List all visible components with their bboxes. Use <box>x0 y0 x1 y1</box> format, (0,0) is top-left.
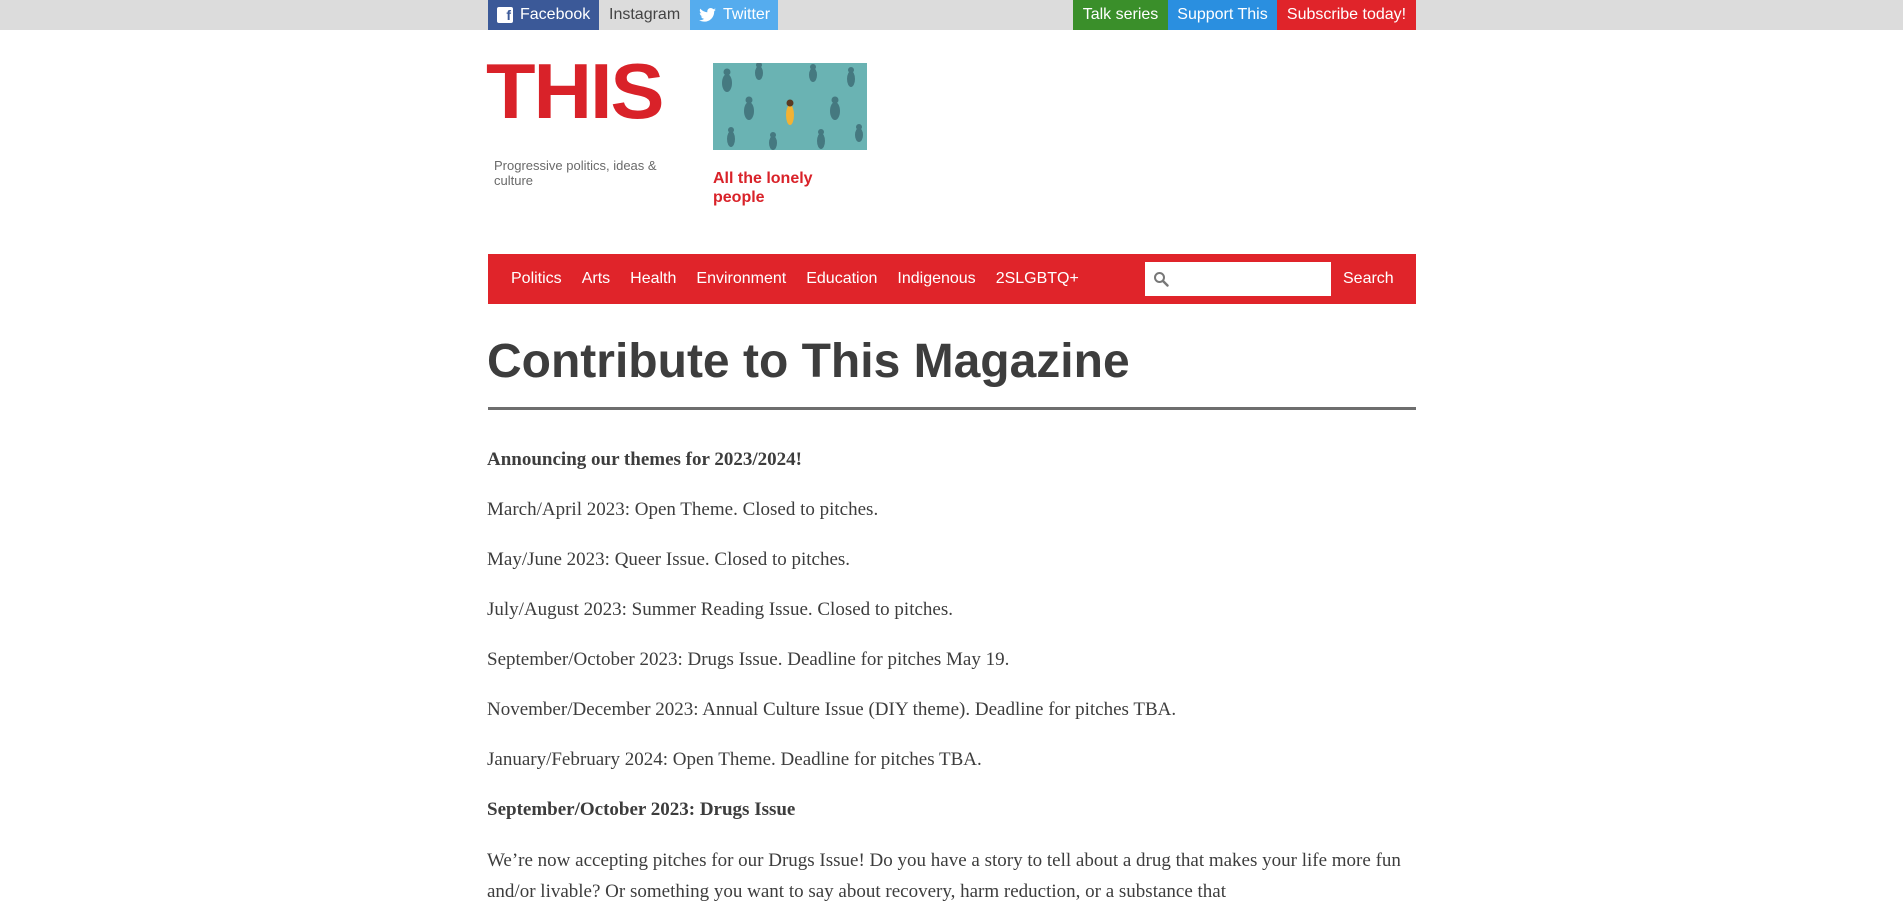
search-input[interactable] <box>1173 262 1329 296</box>
paragraph: March/April 2023: Open Theme. Closed to pitches. <box>487 499 879 520</box>
twitter-link[interactable] <box>690 0 778 30</box>
nav-item-education[interactable]: Education <box>806 270 878 287</box>
section-heading: September/October 2023: Drugs Issue <box>487 799 796 820</box>
social-links <box>488 0 778 30</box>
nav-item-indigenous[interactable]: Indigenous <box>897 270 976 287</box>
title-divider <box>488 407 1416 410</box>
nav-item-health[interactable]: Health <box>630 270 677 287</box>
search-box <box>1145 262 1331 296</box>
site-tagline: Progressive politics, ideas & culture <box>494 158 657 188</box>
site-logo[interactable]: THIS <box>486 47 663 135</box>
paragraph: November/December 2023: Annual Culture Issue (DIY theme). Deadline for pitches TBA. <box>487 699 1177 720</box>
twitter-label: Twitter <box>723 6 771 23</box>
nav-item-environment[interactable]: Environment <box>696 270 787 287</box>
nav-item-2slgbtq[interactable]: 2SLGBTQ+ <box>995 270 1079 287</box>
article-body <box>487 445 1417 904</box>
support-this-button[interactable]: Support This <box>1168 0 1277 30</box>
feature-title-link[interactable]: All the lonely people <box>713 170 813 206</box>
search-icon <box>1153 271 1169 292</box>
feature-illustration <box>713 63 867 150</box>
paragraph: January/February 2024: Open Theme. Deadline for pitches TBA. <box>487 749 982 770</box>
search-button[interactable]: Search <box>1343 270 1394 287</box>
instagram-link[interactable] <box>599 0 690 30</box>
nav-item-politics[interactable]: Politics <box>511 270 562 287</box>
nav-item-arts[interactable]: Arts <box>581 270 611 287</box>
paragraph: May/June 2023: Queer Issue. Closed to pitches. <box>487 549 851 570</box>
main-nav <box>488 254 1416 304</box>
facebook-label: Facebook <box>520 6 591 23</box>
feature-image[interactable] <box>713 63 867 150</box>
paragraph: July/August 2023: Summer Reading Issue. Closed to pitches. <box>487 599 954 620</box>
nav-items <box>501 254 1089 304</box>
facebook-icon: f <box>497 6 513 24</box>
facebook-link[interactable] <box>488 0 599 30</box>
page-title: Contribute to This Magazine <box>487 335 1130 388</box>
twitter-icon <box>699 6 716 24</box>
paragraph: We’re now accepting pitches for our Drugs Issue! Do you have a story to tell about a drug that makes your life more fun and/or livable? Or something you want to say about recovery, harm reduction, or a substance that <box>487 850 1401 902</box>
subscribe-button[interactable]: Subscribe today! <box>1277 0 1416 30</box>
paragraph: September/October 2023: Drugs Issue. Deadline for pitches May 19. <box>487 649 1010 670</box>
paragraph: Announcing our themes for 2023/2024! <box>487 449 802 470</box>
top-bar <box>0 0 1903 30</box>
cta-links <box>1073 0 1416 30</box>
talk-series-button[interactable]: Talk series <box>1073 0 1168 30</box>
instagram-label: Instagram <box>609 6 681 23</box>
